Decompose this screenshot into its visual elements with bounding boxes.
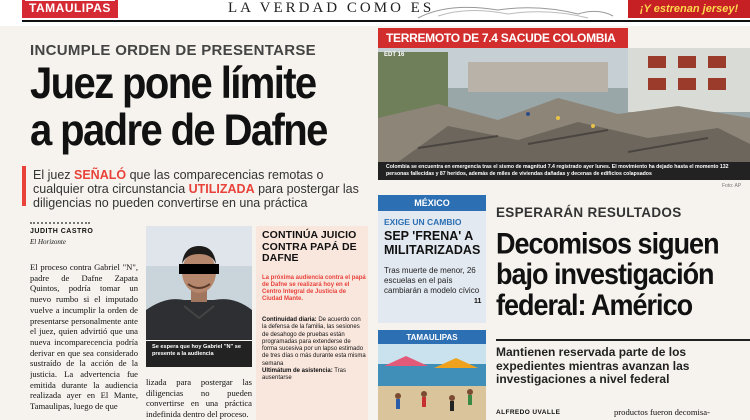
mexico-headline[interactable]: SEP 'FRENA' A MILITARIZADAS	[384, 229, 481, 257]
promo-banner[interactable]: ¡Y estrenan jersey!	[628, 0, 750, 18]
masthead-section-badge	[22, 0, 118, 18]
sidebar-text: De acuerdo con la defensa de la familia, las sesiones de desahogo de pruebas están programadas para extenderse de forma sucesiva por un lapso estimado de tres días o más durante esta misma semana	[262, 317, 366, 367]
lead-kicker: INCUMPLE ORDEN DE PRESENTARSE	[30, 42, 316, 59]
deck-text: para postergar las diligencias no pueden convertirse en una práctica	[33, 182, 359, 210]
sidebar-headline[interactable]: CONTINÚA JUICIO CONTRA PAPÁ DE DAFNE	[262, 229, 357, 264]
beach-photo-image	[378, 344, 486, 420]
lead-deck	[33, 168, 363, 210]
deck-text: El juez	[33, 168, 74, 182]
sidebar-label: Ultimátum de asistencia:	[262, 368, 333, 375]
lead-body-column-2: lizada para postergar las diligencias no pueden convertirse en una práctica indefinida dentro del proceso.	[146, 377, 252, 420]
second-rule	[496, 339, 750, 341]
deck-highlight: SEÑALÓ	[74, 168, 127, 182]
sidebar-text: Tras ausentarse	[262, 368, 347, 382]
tamaulipas-section-tag: TAMAULIPAS	[378, 330, 486, 344]
sidebar-body	[262, 317, 366, 383]
mexico-page-ref: 11	[474, 298, 482, 305]
quake-photo-credit: Foto: AP	[722, 183, 742, 189]
quake-banner[interactable]: TERREMOTO DE 7.4 SACUDE COLOMBIA	[378, 28, 628, 48]
byline-divider	[30, 222, 90, 226]
sidebar-label: Continuidad diaria:	[262, 317, 317, 323]
second-headline[interactable]: Decomisos siguen bajo investigación federal: Américo	[496, 226, 719, 322]
second-deck: Mantienen reservada parte de los expedientes mientras avanzan las investigaciones a nivel federal	[496, 345, 690, 386]
byline-name: JUDITH CASTRO	[30, 228, 94, 235]
masthead-rule	[22, 20, 750, 22]
beach-photo[interactable]	[378, 344, 486, 420]
second-body-text: productos fueron decomisa-	[614, 407, 710, 417]
deck-text: que las comparecencias remotas o cualquier otra circunstancia	[33, 168, 324, 196]
sidebar-subhead: La próxima audiencia contra el papá de Dafne se realizará hoy en el Centro Integral de Justicia de Ciudad Mante.	[262, 275, 366, 302]
deck-highlight: UTILIZADA	[188, 182, 255, 196]
mexico-section-tag: MÉXICO	[378, 195, 486, 211]
lead-photo-caption: Se espera que hoy Gabriel "N" se presente a la audiencia	[146, 341, 252, 367]
lead-photo-image	[146, 226, 252, 340]
quake-photo[interactable]	[378, 48, 750, 162]
lead-photo[interactable]	[146, 226, 252, 340]
lead-headline-line2: a padre de Dafne	[30, 105, 327, 156]
quake-photo-image	[378, 48, 750, 162]
mexico-body: Tras muerte de menor, 26 escuelas en el país cambiarán a modelo cívico	[384, 266, 480, 295]
second-byline: ALFREDO UVALLE	[496, 409, 561, 416]
mexico-kicker: EXIGE UN CAMBIO	[384, 217, 462, 227]
quake-photo-tag: EDT 16	[384, 52, 405, 58]
quake-caption: Colombia se encuentra en emergencia tras el sismo de magnitud 7.4 registrado ayer lunes. El movimiento ha dejado hasta el momento 132 personas fallecidas y 87 heridos, además de miles de viviendas dañadas y decenas de edificios colapsados	[378, 162, 750, 180]
lead-body-column-1: El proceso contra Gabriel "N", padre de Dafne Zapata Quintos, podría tomar un nuevo rumbo si el imputado vuelve a incumplir la orden de presentarse personalmente ante el juez, quien advirtió que una nueva incomparecencia podría derivar en que sea considerado sustraído de la acción de la justicia. La advertencia fue emitida durante la audiencia realizada ayer en El Mante, Tamaulipas, luego de que	[30, 262, 138, 412]
masthead-bird-illustration	[408, 0, 618, 22]
lead-headline-line1: Juez pone límite	[30, 58, 316, 109]
section-badge-label: TAMAULIPAS	[25, 1, 115, 15]
byline-outlet: El Horizonte	[30, 238, 66, 246]
second-kicker: ESPERARÁN RESULTADOS	[496, 205, 682, 220]
deck-accent-bar	[22, 166, 26, 206]
mexico-box	[378, 195, 486, 323]
masthead-slogan: LA VERDAD COMO ES	[228, 0, 435, 16]
lead-headline[interactable]	[30, 60, 370, 154]
